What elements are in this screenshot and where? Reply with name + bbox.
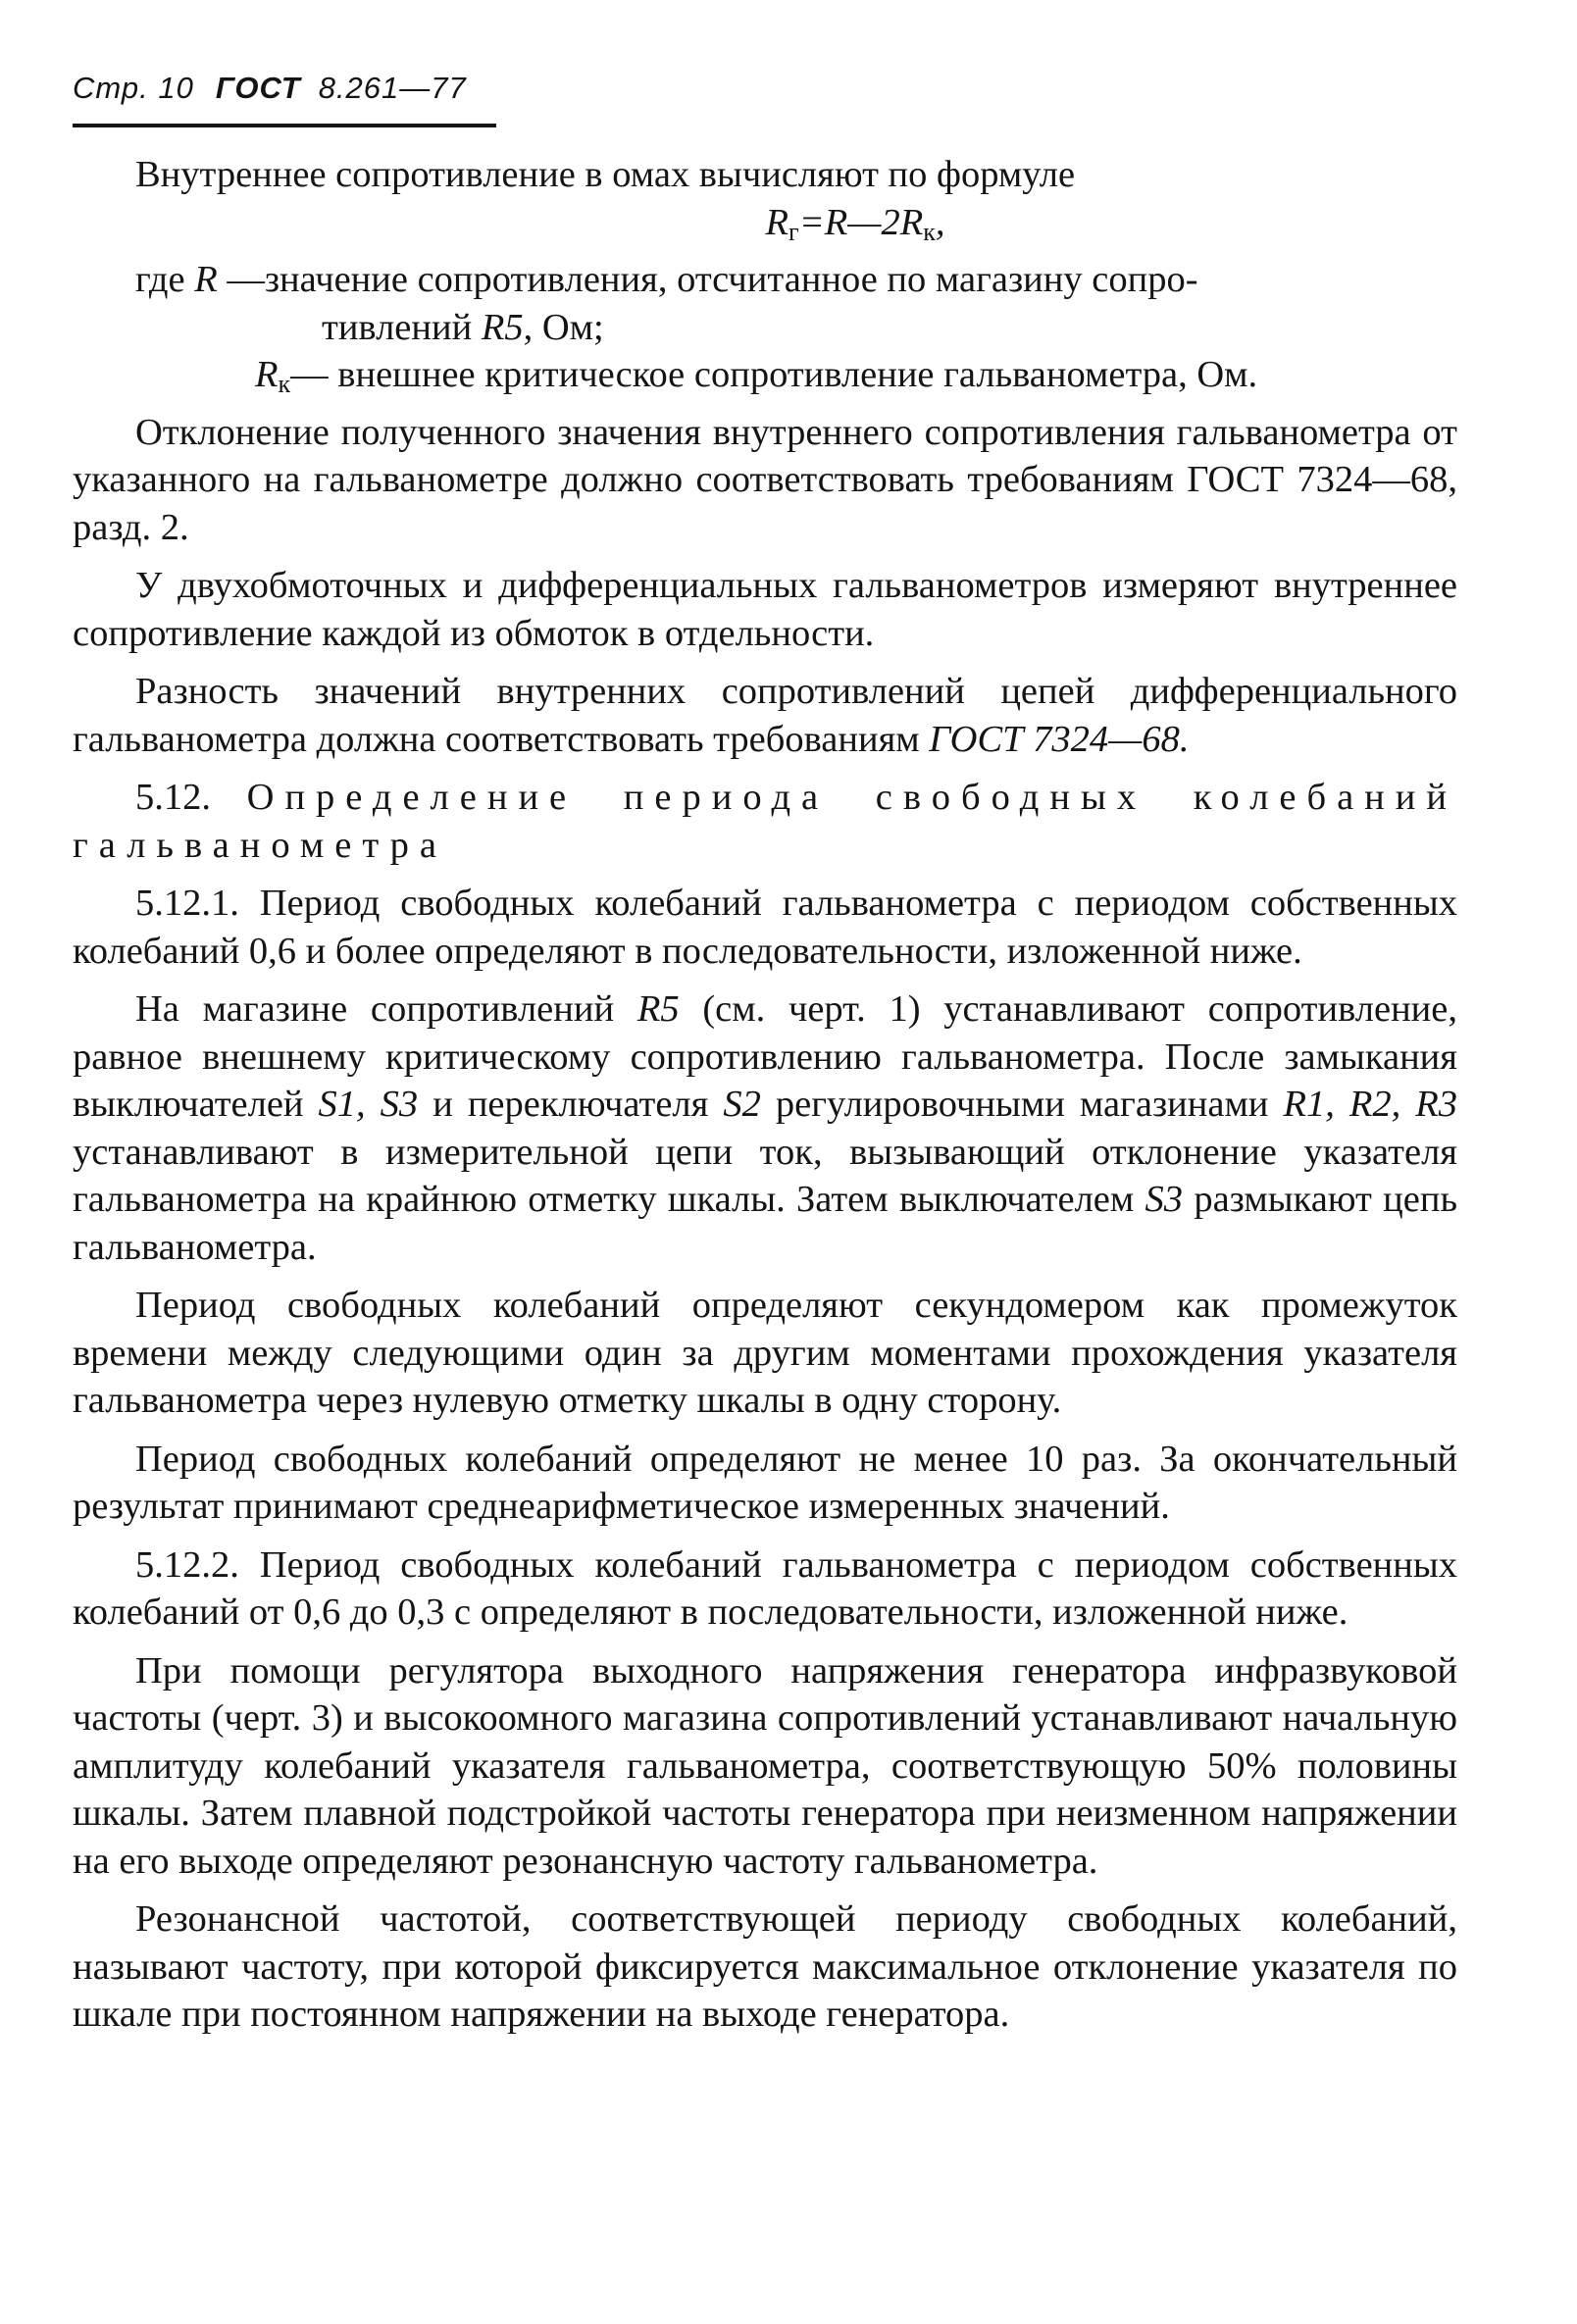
document-body	[73, 151, 1457, 2039]
paragraph-intro: Внутреннее сопротивление в омах вычисляют по формуле	[135, 154, 1076, 195]
section-heading-5-12: 5.12. Определение периода свободных колебаний гальванометра	[73, 777, 1457, 866]
page-header	[73, 71, 467, 106]
paragraph-resonance: Резонансной частотой, соответствующей периоду свободных колебаний, называют частоту, при которой фиксируется максимальное отклонение указателя по шкале при постоянном напряжении на выходе генератора.	[73, 1898, 1457, 2035]
paragraph-generator: При помощи регулятора выходного напряжения генератора инфразвуковой частоты (черт. 3) и высокоомного магазина сопротивлений устанавливают начальную амплитуду колебаний указателя гальванометра, соответствующую 50% половины шкалы. Затем плавной подстройкой частоты генератора при неизменном напряжении на его выходе определяют резонансную частоту гальванометра.	[73, 1649, 1457, 1882]
paragraph-two-winding: У двухобмоточных и дифференциальных гальванометров измеряют внутреннее сопротивление каждой из обмоток в отдельности.	[73, 565, 1457, 654]
paragraph-difference: Разность значений внутренних сопротивлений цепей дифференциального гальванометра должна соответствовать требованиям ГОСТ 7324—68.	[73, 671, 1457, 760]
paragraph-stopwatch: Период свободных колебаний определяют секундомером как промежуток времени между следующими один за другим моментами прохождения указателя гальванометра через нулевую отметку шкалы в одну сторону.	[73, 1285, 1457, 1421]
standard-label: ГОСТ	[215, 71, 301, 105]
definition-rk: $R_к—$ внешнее критическое сопротивление гальванометра, Ом.	[255, 354, 1258, 398]
paragraph-procedure: На магазине сопротивлений R5 (см. черт. 1) устанавливают сопротивление, равное внешнему критическому сопротивлению гальванометра. После замыкания выключателей S1, S3 и переключателя S2 регулировочными магазинами R1, R2, R3 устанавливают в измерительной цепи ток, вызывающий отклонение указателя гальванометра на крайнюю отметку шкалы. Затем выключателем S3 размыкают цепь гальванометра.	[73, 988, 1458, 1268]
standard-number: 8.261—77	[318, 71, 467, 105]
header-rule	[73, 124, 496, 127]
page-number: Стр. 10	[73, 71, 194, 105]
paragraph-5-12-2: 5.12.2. Период свободных колебаний гальванометра с периодом собственных колебаний от 0,6 до 0,3 с определяют в последовательности, изложенной ниже.	[73, 1543, 1457, 1633]
paragraph-5-12-1: 5.12.1. Период свободных колебаний гальванометра с периодом собственных колебаний 0,6 и более определяют в последовательности, изложенной ниже.	[73, 883, 1457, 972]
definition-r: где R —значение сопротивления, отсчитанное по магазину сопро- тивлений R5, Ом;	[135, 259, 1198, 348]
paragraph-deviation: Отклонение полученного значения внутреннего сопротивления гальванометра от указанного на гальванометре должно соответствовать требованиям ГОСТ 7324—68, разд. 2.	[73, 411, 1457, 548]
formula: $R_г=R—2R_к$,	[765, 201, 945, 246]
paragraph-repeat: Период свободных колебаний определяют не менее 10 раз. За окончательный результат принимают среднеарифметическое измеренных значений.	[73, 1438, 1457, 1527]
